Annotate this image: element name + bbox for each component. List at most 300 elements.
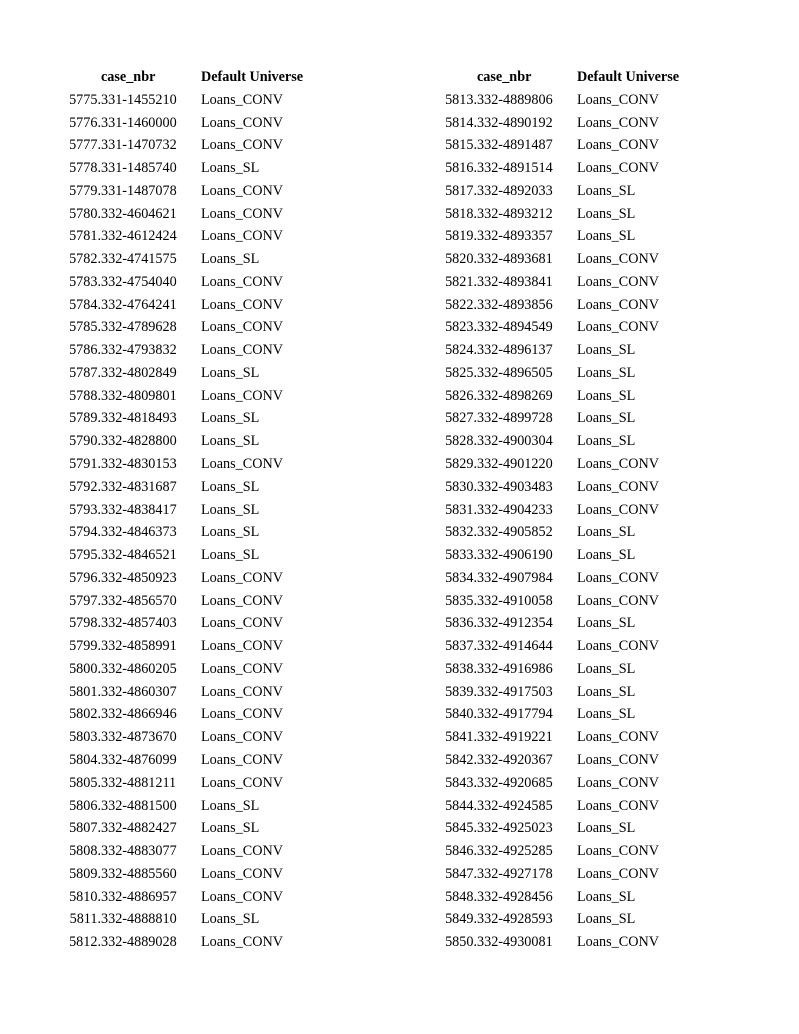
row-index: 5850. xyxy=(445,934,477,951)
table-row xyxy=(431,567,757,590)
universe-cell: Loans_SL xyxy=(577,547,636,564)
row-index: 5828. xyxy=(445,433,477,450)
case-nbr-cell: 331-1460000 xyxy=(101,114,177,131)
row-index: 5845. xyxy=(445,820,477,837)
table-row xyxy=(55,931,381,954)
table-row xyxy=(431,931,757,954)
case-nbr-cell: 332-4912354 xyxy=(477,615,553,632)
case-nbr-cell: 332-4888810 xyxy=(101,911,177,928)
table-row xyxy=(431,772,757,795)
row-index: 5848. xyxy=(445,888,477,905)
universe-cell: Loans_SL xyxy=(577,342,636,359)
universe-cell: Loans_CONV xyxy=(577,592,659,609)
case-nbr-cell: 332-4919221 xyxy=(477,729,553,746)
table-row xyxy=(431,840,757,863)
row-index: 5815. xyxy=(445,137,477,154)
case-nbr-cell: 332-4910058 xyxy=(477,592,553,609)
table-row xyxy=(55,658,381,681)
case-nbr-cell: 332-4925285 xyxy=(477,843,553,860)
table-row xyxy=(55,817,381,840)
universe-cell: Loans_CONV xyxy=(201,774,283,791)
case-nbr-cell: 332-4896137 xyxy=(477,342,553,359)
case-nbr-cell: 332-4893357 xyxy=(477,228,553,245)
case-nbr-cell: 332-4809801 xyxy=(101,387,177,404)
row-index: 5785. xyxy=(69,319,101,336)
row-index: 5818. xyxy=(445,205,477,222)
row-index: 5840. xyxy=(445,706,477,723)
table-row xyxy=(431,203,757,226)
case-nbr-cell: 332-4882427 xyxy=(101,820,177,837)
universe-cell: Loans_CONV xyxy=(201,888,283,905)
case-nbr-cell: 332-4856570 xyxy=(101,592,177,609)
universe-cell: Loans_CONV xyxy=(201,615,283,632)
row-index: 5817. xyxy=(445,182,477,199)
case-nbr-cell: 332-4828800 xyxy=(101,433,177,450)
universe-cell: Loans_SL xyxy=(201,478,260,495)
header-index xyxy=(431,66,477,89)
case-nbr-cell: 332-4896505 xyxy=(477,364,553,381)
row-index: 5834. xyxy=(445,569,477,586)
table-row xyxy=(55,612,381,635)
table-row xyxy=(55,294,381,317)
table-row xyxy=(431,248,757,271)
case-nbr-cell: 332-4893212 xyxy=(477,205,553,222)
row-index: 5808. xyxy=(69,843,101,860)
universe-cell: Loans_CONV xyxy=(201,934,283,951)
row-index: 5830. xyxy=(445,478,477,495)
case-nbr-cell: 332-4891514 xyxy=(477,160,553,177)
case-nbr-cell: 332-4930081 xyxy=(477,934,553,951)
row-index: 5796. xyxy=(69,569,101,586)
row-index: 5799. xyxy=(69,638,101,655)
header-default-universe: Default Universe xyxy=(577,69,680,85)
case-nbr-cell: 332-4928593 xyxy=(477,911,553,928)
row-index: 5832. xyxy=(445,524,477,541)
universe-cell: Loans_SL xyxy=(577,182,636,199)
table-row xyxy=(431,89,757,112)
row-index: 5803. xyxy=(69,729,101,746)
row-index: 5804. xyxy=(69,751,101,768)
table-row xyxy=(55,476,381,499)
case-nbr-cell: 332-4890192 xyxy=(477,114,553,131)
row-index: 5783. xyxy=(69,273,101,290)
universe-cell: Loans_CONV xyxy=(201,273,283,290)
universe-cell: Loans_CONV xyxy=(577,865,659,882)
case-nbr-cell: 332-4881500 xyxy=(101,797,177,814)
case-nbr-cell: 332-4881211 xyxy=(101,774,177,791)
table-row xyxy=(431,385,757,408)
universe-cell: Loans_CONV xyxy=(577,638,659,655)
row-index: 5806. xyxy=(69,797,101,814)
table-row xyxy=(55,316,381,339)
universe-cell: Loans_CONV xyxy=(201,456,283,473)
row-index: 5798. xyxy=(69,615,101,632)
case-nbr-cell: 332-4904233 xyxy=(477,501,553,518)
case-nbr-cell: 332-4927178 xyxy=(477,865,553,882)
table-row xyxy=(431,134,757,157)
case-nbr-cell: 332-4886957 xyxy=(101,888,177,905)
row-index: 5781. xyxy=(69,228,101,245)
table-row xyxy=(431,817,757,840)
table-row xyxy=(55,339,381,362)
row-index: 5788. xyxy=(69,387,101,404)
case-nbr-cell: 332-4894549 xyxy=(477,319,553,336)
row-index: 5800. xyxy=(69,660,101,677)
universe-cell: Loans_CONV xyxy=(201,638,283,655)
universe-cell: Loans_CONV xyxy=(201,751,283,768)
row-index: 5839. xyxy=(445,683,477,700)
table-row xyxy=(431,112,757,135)
universe-cell: Loans_CONV xyxy=(201,114,283,131)
case-nbr-cell: 332-4612424 xyxy=(101,228,177,245)
universe-cell: Loans_SL xyxy=(201,911,260,928)
case-nbr-cell: 332-4891487 xyxy=(477,137,553,154)
universe-cell: Loans_CONV xyxy=(577,774,659,791)
row-index: 5846. xyxy=(445,843,477,860)
case-nbr-cell: 332-4928456 xyxy=(477,888,553,905)
table-row xyxy=(55,908,381,931)
row-index: 5827. xyxy=(445,410,477,427)
table-row xyxy=(55,521,381,544)
universe-cell: Loans_CONV xyxy=(201,137,283,154)
universe-cell: Loans_CONV xyxy=(577,478,659,495)
universe-cell: Loans_SL xyxy=(577,706,636,723)
case-nbr-cell: 332-4858991 xyxy=(101,638,177,655)
row-index: 5826. xyxy=(445,387,477,404)
header-index xyxy=(55,66,101,89)
universe-cell: Loans_SL xyxy=(201,433,260,450)
case-nbr-cell: 332-4914644 xyxy=(477,638,553,655)
universe-cell: Loans_SL xyxy=(577,683,636,700)
universe-cell: Loans_SL xyxy=(201,251,260,268)
universe-cell: Loans_SL xyxy=(577,228,636,245)
universe-cell: Loans_CONV xyxy=(201,319,283,336)
case-nbr-cell: 332-4604621 xyxy=(101,205,177,222)
table-row xyxy=(55,499,381,522)
table-body-left xyxy=(55,89,381,954)
case-nbr-cell: 332-4846373 xyxy=(101,524,177,541)
row-index: 5787. xyxy=(69,364,101,381)
case-nbr-cell: 332-4889028 xyxy=(101,934,177,951)
universe-cell: Loans_SL xyxy=(577,387,636,404)
table-row xyxy=(431,453,757,476)
row-index: 5849. xyxy=(445,911,477,928)
table-row xyxy=(431,749,757,772)
case-nbr-cell: 332-4741575 xyxy=(101,251,177,268)
case-nbr-cell: 332-4831687 xyxy=(101,478,177,495)
universe-cell: Loans_SL xyxy=(577,660,636,677)
row-index: 5782. xyxy=(69,251,101,268)
case-nbr-cell: 332-4857403 xyxy=(101,615,177,632)
row-index: 5820. xyxy=(445,251,477,268)
left-column xyxy=(55,66,381,954)
row-index: 5825. xyxy=(445,364,477,381)
row-index: 5810. xyxy=(69,888,101,905)
case-table-right xyxy=(431,66,757,954)
table-row xyxy=(431,795,757,818)
case-nbr-cell: 332-4846521 xyxy=(101,547,177,564)
universe-cell: Loans_CONV xyxy=(577,456,659,473)
case-nbr-cell: 332-4905852 xyxy=(477,524,553,541)
table-row xyxy=(431,476,757,499)
table-row xyxy=(55,112,381,135)
case-nbr-cell: 332-4920367 xyxy=(477,751,553,768)
case-nbr-cell: 332-4903483 xyxy=(477,478,553,495)
universe-cell: Loans_CONV xyxy=(201,706,283,723)
case-nbr-cell: 332-4925023 xyxy=(477,820,553,837)
case-nbr-cell: 332-4917503 xyxy=(477,683,553,700)
row-index: 5797. xyxy=(69,592,101,609)
case-nbr-cell: 332-4850923 xyxy=(101,569,177,586)
universe-cell: Loans_SL xyxy=(201,364,260,381)
universe-cell: Loans_SL xyxy=(201,820,260,837)
universe-cell: Loans_SL xyxy=(577,364,636,381)
table-row xyxy=(431,681,757,704)
case-nbr-cell: 332-4830153 xyxy=(101,456,177,473)
row-index: 5789. xyxy=(69,410,101,427)
table-row xyxy=(55,385,381,408)
row-index: 5805. xyxy=(69,774,101,791)
case-nbr-cell: 332-4924585 xyxy=(477,797,553,814)
case-nbr-cell: 332-4906190 xyxy=(477,547,553,564)
table-row xyxy=(431,544,757,567)
table-row xyxy=(431,157,757,180)
universe-cell: Loans_CONV xyxy=(201,843,283,860)
row-index: 5823. xyxy=(445,319,477,336)
case-nbr-cell: 332-4893841 xyxy=(477,273,553,290)
row-index: 5819. xyxy=(445,228,477,245)
row-index: 5831. xyxy=(445,501,477,518)
universe-cell: Loans_SL xyxy=(577,524,636,541)
universe-cell: Loans_CONV xyxy=(201,729,283,746)
case-nbr-cell: 332-4889806 xyxy=(477,91,553,108)
case-nbr-cell: 332-4900304 xyxy=(477,433,553,450)
table-row xyxy=(431,726,757,749)
table-row xyxy=(431,339,757,362)
case-nbr-cell: 332-4754040 xyxy=(101,273,177,290)
table-row xyxy=(55,430,381,453)
universe-cell: Loans_SL xyxy=(201,410,260,427)
universe-cell: Loans_CONV xyxy=(201,592,283,609)
row-index: 5836. xyxy=(445,615,477,632)
table-row xyxy=(55,726,381,749)
case-nbr-cell: 332-4917794 xyxy=(477,706,553,723)
table-row xyxy=(55,703,381,726)
universe-cell: Loans_CONV xyxy=(201,342,283,359)
table-row xyxy=(431,271,757,294)
case-nbr-cell: 332-4860307 xyxy=(101,683,177,700)
universe-cell: Loans_CONV xyxy=(577,934,659,951)
universe-cell: Loans_CONV xyxy=(577,319,659,336)
row-index: 5844. xyxy=(445,797,477,814)
table-row xyxy=(431,407,757,430)
case-nbr-cell: 331-1487078 xyxy=(101,182,177,199)
universe-cell: Loans_SL xyxy=(577,205,636,222)
universe-cell: Loans_SL xyxy=(201,547,260,564)
row-index: 5777. xyxy=(69,137,101,154)
row-index: 5824. xyxy=(445,342,477,359)
case-nbr-cell: 332-4907984 xyxy=(477,569,553,586)
row-index: 5793. xyxy=(69,501,101,518)
universe-cell: Loans_CONV xyxy=(201,228,283,245)
table-row xyxy=(431,635,757,658)
universe-cell: Loans_CONV xyxy=(201,387,283,404)
case-nbr-cell: 332-4873670 xyxy=(101,729,177,746)
row-index: 5835. xyxy=(445,592,477,609)
row-index: 5812. xyxy=(69,934,101,951)
case-nbr-cell: 332-4793832 xyxy=(101,342,177,359)
table-row xyxy=(431,612,757,635)
case-nbr-cell: 332-4901220 xyxy=(477,456,553,473)
header-case-nbr: case_nbr xyxy=(477,69,532,85)
row-index: 5837. xyxy=(445,638,477,655)
universe-cell: Loans_CONV xyxy=(201,296,283,313)
row-index: 5792. xyxy=(69,478,101,495)
table-row xyxy=(431,908,757,931)
case-nbr-cell: 331-1455210 xyxy=(101,91,177,108)
right-column xyxy=(431,66,757,954)
row-index: 5838. xyxy=(445,660,477,677)
case-table-left xyxy=(55,66,381,954)
case-nbr-cell: 332-4898269 xyxy=(477,387,553,404)
table-row xyxy=(55,863,381,886)
universe-cell: Loans_CONV xyxy=(201,683,283,700)
case-nbr-cell: 332-4885560 xyxy=(101,865,177,882)
universe-cell: Loans_CONV xyxy=(577,751,659,768)
table-row xyxy=(55,89,381,112)
case-nbr-cell: 332-4920685 xyxy=(477,774,553,791)
universe-cell: Loans_CONV xyxy=(577,137,659,154)
universe-cell: Loans_SL xyxy=(577,410,636,427)
universe-cell: Loans_SL xyxy=(201,160,260,177)
table-row xyxy=(55,225,381,248)
table-row xyxy=(55,886,381,909)
table-row xyxy=(55,749,381,772)
row-index: 5842. xyxy=(445,751,477,768)
row-index: 5795. xyxy=(69,547,101,564)
row-index: 5778. xyxy=(69,160,101,177)
table-row xyxy=(431,863,757,886)
case-nbr-cell: 332-4764241 xyxy=(101,296,177,313)
row-index: 5779. xyxy=(69,182,101,199)
table-row xyxy=(431,225,757,248)
case-nbr-cell: 332-4876099 xyxy=(101,751,177,768)
row-index: 5833. xyxy=(445,547,477,564)
universe-cell: Loans_CONV xyxy=(201,865,283,882)
table-row xyxy=(431,703,757,726)
table-row xyxy=(55,567,381,590)
universe-cell: Loans_CONV xyxy=(201,91,283,108)
universe-cell: Loans_SL xyxy=(577,911,636,928)
table-row xyxy=(55,772,381,795)
row-index: 5802. xyxy=(69,706,101,723)
universe-cell: Loans_CONV xyxy=(577,843,659,860)
row-index: 5809. xyxy=(69,865,101,882)
universe-cell: Loans_CONV xyxy=(577,729,659,746)
table-row xyxy=(55,795,381,818)
table-row xyxy=(431,886,757,909)
universe-cell: Loans_SL xyxy=(201,797,260,814)
row-index: 5843. xyxy=(445,774,477,791)
universe-cell: Loans_CONV xyxy=(201,182,283,199)
table-body-right xyxy=(431,89,757,954)
universe-cell: Loans_SL xyxy=(577,615,636,632)
table-row xyxy=(55,271,381,294)
row-index: 5829. xyxy=(445,456,477,473)
table-row xyxy=(55,180,381,203)
case-nbr-cell: 332-4838417 xyxy=(101,501,177,518)
header-default-universe: Default Universe xyxy=(201,69,304,85)
case-nbr-cell: 332-4860205 xyxy=(101,660,177,677)
case-nbr-cell: 332-4916986 xyxy=(477,660,553,677)
table-row xyxy=(431,362,757,385)
row-index: 5790. xyxy=(69,433,101,450)
row-index: 5801. xyxy=(69,683,101,700)
universe-cell: Loans_CONV xyxy=(577,91,659,108)
row-index: 5775. xyxy=(69,91,101,108)
table-row xyxy=(55,248,381,271)
case-nbr-cell: 332-4866946 xyxy=(101,706,177,723)
case-nbr-cell: 332-4893681 xyxy=(477,251,553,268)
table-row xyxy=(55,203,381,226)
table-row xyxy=(431,316,757,339)
table-row xyxy=(55,635,381,658)
row-index: 5794. xyxy=(69,524,101,541)
row-index: 5807. xyxy=(69,820,101,837)
table-row xyxy=(55,407,381,430)
universe-cell: Loans_CONV xyxy=(577,273,659,290)
row-index: 5786. xyxy=(69,342,101,359)
row-index: 5780. xyxy=(69,205,101,222)
row-index: 5813. xyxy=(445,91,477,108)
universe-cell: Loans_CONV xyxy=(577,160,659,177)
row-index: 5822. xyxy=(445,296,477,313)
universe-cell: Loans_CONV xyxy=(577,501,659,518)
case-nbr-cell: 332-4802849 xyxy=(101,364,177,381)
row-index: 5811. xyxy=(69,911,101,928)
universe-cell: Loans_CONV xyxy=(201,205,283,222)
table-row xyxy=(55,840,381,863)
universe-cell: Loans_CONV xyxy=(577,114,659,131)
case-nbr-cell: 332-4893856 xyxy=(477,296,553,313)
universe-cell: Loans_CONV xyxy=(201,660,283,677)
case-nbr-cell: 332-4818493 xyxy=(101,410,177,427)
case-nbr-cell: 332-4892033 xyxy=(477,182,553,199)
table-row xyxy=(431,658,757,681)
row-index: 5816. xyxy=(445,160,477,177)
universe-cell: Loans_SL xyxy=(577,888,636,905)
universe-cell: Loans_SL xyxy=(577,820,636,837)
universe-cell: Loans_SL xyxy=(201,524,260,541)
case-nbr-cell: 332-4899728 xyxy=(477,410,553,427)
table-row xyxy=(431,521,757,544)
row-index: 5841. xyxy=(445,729,477,746)
table-row xyxy=(55,362,381,385)
case-nbr-cell: 332-4883077 xyxy=(101,843,177,860)
row-index: 5814. xyxy=(445,114,477,131)
case-nbr-cell: 331-1470732 xyxy=(101,137,177,154)
row-index: 5784. xyxy=(69,296,101,313)
table-row xyxy=(55,157,381,180)
universe-cell: Loans_CONV xyxy=(577,569,659,586)
universe-cell: Loans_SL xyxy=(201,501,260,518)
universe-cell: Loans_CONV xyxy=(577,251,659,268)
table-row xyxy=(431,180,757,203)
table-row xyxy=(55,544,381,567)
case-nbr-cell: 331-1485740 xyxy=(101,160,177,177)
row-index: 5776. xyxy=(69,114,101,131)
table-row xyxy=(431,430,757,453)
